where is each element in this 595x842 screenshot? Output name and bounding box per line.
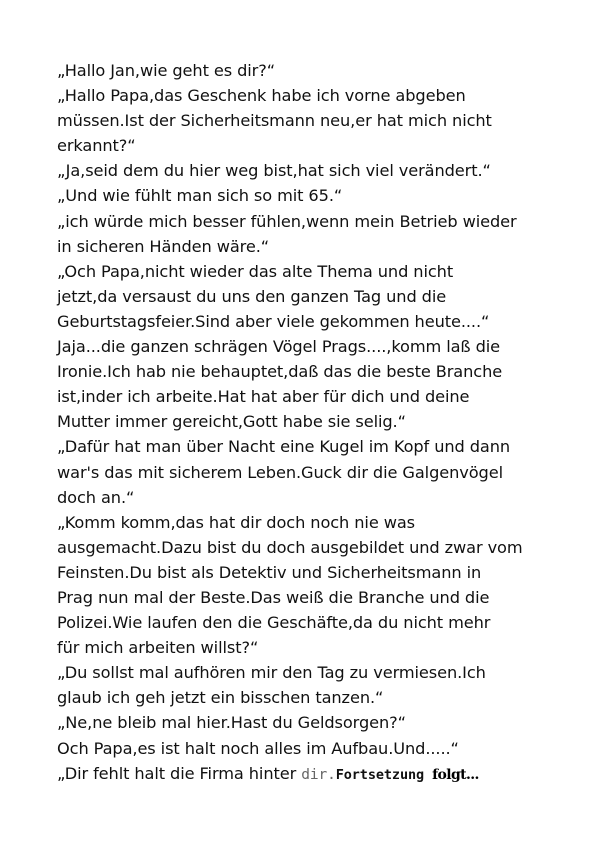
text-line-3: müssen.Ist der Sicherheitsmann neu,er hat mich nicht bbox=[57, 111, 492, 131]
text-line-10: jetzt,da versaust du uns den ganzen Tag und die bbox=[57, 286, 447, 306]
text-line-28: Och Papa,es ist halt noch alles im Aufbau.Und.....“ bbox=[57, 738, 459, 758]
continuation-follows: folgt... bbox=[432, 766, 479, 783]
continuation-label: Fortsetzung bbox=[335, 766, 433, 783]
text-line-16: „Dafür hat man über Nacht eine Kugel im Kopf und dann bbox=[57, 437, 511, 457]
text-line-24: für mich arbeiten willst?“ bbox=[57, 638, 259, 658]
text-line-22: Prag nun mal der Beste.Das weiß die Branche und die bbox=[57, 587, 490, 607]
text-line-1: „Hallo Jan,wie geht es dir?“ bbox=[57, 61, 276, 80]
story-text bbox=[57, 58, 557, 786]
text-line-8: in sicheren Händen wäre.“ bbox=[57, 236, 270, 256]
text-line-20: ausgemacht.Dazu bist du doch ausgebildet und zwar vom bbox=[57, 537, 523, 557]
text-line-2: „Hallo Papa,das Geschenk habe ich vorne abgeben bbox=[57, 86, 466, 106]
text-line-26: glaub ich geh jetzt ein bisschen tanzen.“ bbox=[57, 688, 384, 708]
text-line-15: Mutter immer gereicht,Gott habe sie selig.“ bbox=[57, 412, 406, 432]
text-line-23: Polizei.Wie laufen den die Geschäfte,da du nicht mehr bbox=[57, 613, 491, 633]
text-line-6: „Und wie fühlt man sich so mit 65.“ bbox=[57, 186, 343, 206]
last-line-dir: dir. bbox=[301, 766, 336, 783]
text-line-18: doch an.“ bbox=[57, 487, 135, 507]
text-line-9: „Och Papa,nicht wieder das alte Thema und nicht bbox=[57, 261, 454, 281]
text-line-27: „Ne,ne bleib mal hier.Hast du Geldsorgen?“ bbox=[57, 713, 406, 733]
text-line-19: „Komm komm,das hat dir doch noch nie was bbox=[57, 512, 416, 532]
text-line-29 bbox=[57, 761, 557, 786]
text-line-4: erkannt?“ bbox=[57, 136, 136, 156]
text-line-5: „Ja,seid dem du hier weg bist,hat sich viel verändert.“ bbox=[57, 161, 491, 181]
text-line-25: „Du sollst mal aufhören mir den Tag zu vermiesen.Ich bbox=[57, 663, 486, 683]
text-line-11: Geburtstagsfeier.Sind aber viele gekommen heute....“ bbox=[57, 311, 490, 331]
text-line-21: Feinsten.Du bist als Detektiv und Sicherheitsmann in bbox=[57, 562, 482, 582]
text-line-12: Jaja...die ganzen schrägen Vögel Prags....,komm laß die bbox=[57, 337, 501, 357]
last-line-text: „Dir fehlt halt die Firma hinter bbox=[57, 763, 302, 783]
text-line-14: ist,inder ich arbeite.Hat hat aber für dich und deine bbox=[57, 387, 470, 407]
text-line-7: „ich würde mich besser fühlen,wenn mein Betrieb wieder bbox=[57, 211, 517, 231]
text-line-13: Ironie.Ich hab nie behauptet,daß das die beste Branche bbox=[57, 362, 503, 382]
text-line-17: war's das mit sicherem Leben.Guck dir die Galgenvögel bbox=[57, 462, 503, 482]
